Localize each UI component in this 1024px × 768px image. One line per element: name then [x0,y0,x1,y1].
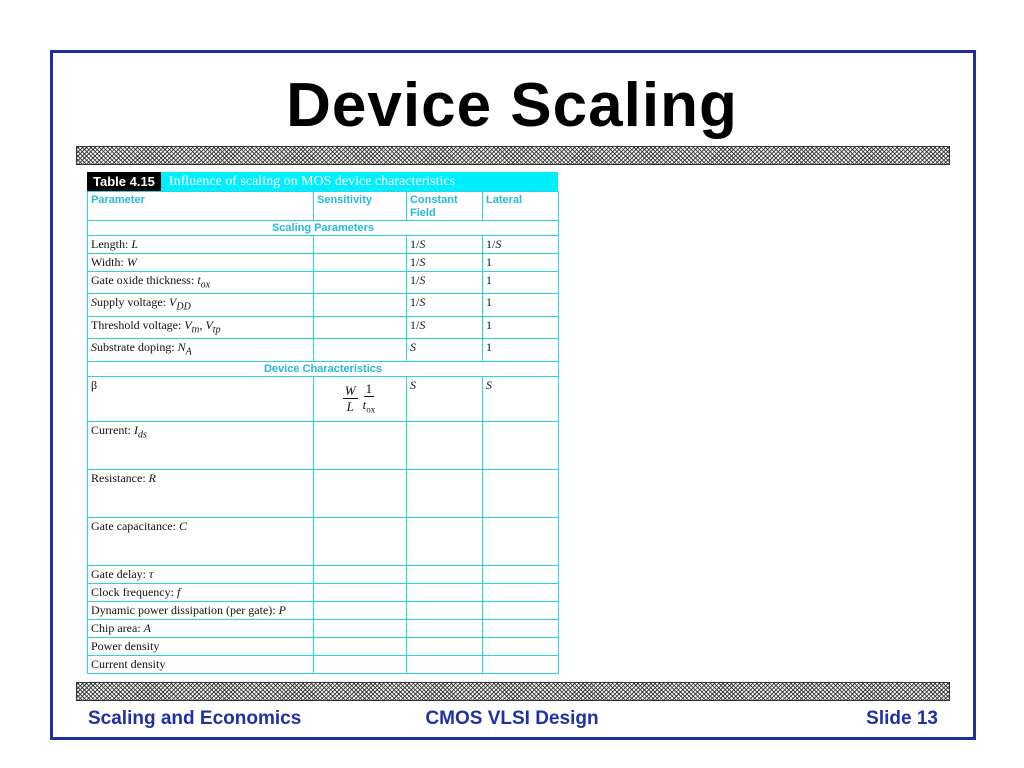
param-cell: Length: L [88,236,314,254]
table-header-row [88,192,559,221]
table-row [88,316,559,338]
header-lateral: Lateral [483,192,559,221]
constant-field-cell: 1/S [407,272,483,294]
lateral-cell: 1 [483,339,559,361]
sensitivity-cell [314,619,407,637]
table-row [88,565,559,583]
constant-field-cell: 1/S [407,316,483,338]
param-cell: Clock frequency: f [88,583,314,601]
constant-field-cell [407,565,483,583]
param-cell: Power density [88,637,314,655]
param-cell: Chip area: A [88,619,314,637]
table-caption [87,172,558,191]
lateral-cell: 1 [483,254,559,272]
param-cell: Threshold voltage: $V_{tn}$, $V_{tp}$ [88,316,314,338]
lateral-cell [483,421,559,469]
table-row [88,236,559,254]
table-row [88,421,559,469]
constant-field-cell [407,421,483,469]
lateral-cell [483,655,559,673]
lateral-cell [483,601,559,619]
param-cell: Dynamic power dissipation (per gate): P [88,601,314,619]
lateral-cell: 1 [483,294,559,316]
param-cell: Gate oxide thickness: $t_{ox}$ [88,272,314,294]
header-constant-field: Constant Field [407,192,483,221]
sensitivity-cell [314,376,407,421]
constant-field-cell: 1/S [407,254,483,272]
constant-field-cell: 1/S [407,236,483,254]
table-row [88,339,559,361]
lateral-cell: 1 [483,316,559,338]
param-cell: Substrate doping: $N_A$ [88,339,314,361]
sensitivity-cell [314,421,407,469]
table-caption-text: Influence of scaling on MOS device characteristics [168,174,456,189]
param-cell: Gate delay: τ [88,565,314,583]
footer-course: CMOS VLSI Design [425,708,599,729]
table-row [88,272,559,294]
section-row-scaling [88,221,559,236]
table-row [88,655,559,673]
sensitivity-cell [314,294,407,316]
param-cell: Width: W [88,254,314,272]
slide-title: Device Scaling [286,71,738,140]
constant-field-cell [407,637,483,655]
table-row [88,583,559,601]
header-parameter: Parameter [88,192,314,221]
sensitivity-cell [314,565,407,583]
sensitivity-cell [314,469,407,517]
beta-sensitivity-formula: W L 1 $t_{ox}$ [344,380,376,415]
constant-field-cell [407,469,483,517]
constant-field-cell [407,619,483,637]
constant-field-cell [407,517,483,565]
sensitivity-cell [314,254,407,272]
constant-field-cell [407,583,483,601]
table-row [88,254,559,272]
table-row [88,601,559,619]
sensitivity-cell [314,236,407,254]
lateral-cell: S [483,376,559,421]
header-sensitivity: Sensitivity [314,192,407,221]
table-row [88,469,559,517]
param-cell: Resistance: R [88,469,314,517]
section-scaling-parameters: Scaling Parameters [88,221,559,236]
lateral-cell [483,517,559,565]
param-cell: β [88,376,314,421]
bottom-hatch-bar [76,682,950,701]
footer-topic: Scaling and Economics [88,708,302,729]
constant-field-cell [407,655,483,673]
lateral-cell [483,583,559,601]
sensitivity-cell [314,583,407,601]
constant-field-cell: S [407,339,483,361]
section-row-device [88,361,559,376]
constant-field-cell: 1/S [407,294,483,316]
scaling-table [87,172,558,674]
table-row-beta [88,376,559,421]
table-number: Table 4.15 [87,172,161,191]
constant-field-cell: S [407,376,483,421]
section-device-characteristics: Device Characteristics [88,361,559,376]
param-cell: Supply voltage: $V_{DD}$ [88,294,314,316]
lateral-cell [483,469,559,517]
footer-slide-number: Slide 13 [866,708,938,729]
sensitivity-cell [314,272,407,294]
sensitivity-cell [314,637,407,655]
constant-field-cell [407,601,483,619]
param-cell: Current: $I_{ds}$ [88,421,314,469]
sensitivity-cell [314,601,407,619]
table-row [88,619,559,637]
sensitivity-cell [314,655,407,673]
top-hatch-bar [76,146,950,165]
lateral-cell: 1 [483,272,559,294]
table-row [88,294,559,316]
sensitivity-cell [314,517,407,565]
sensitivity-cell [314,339,407,361]
param-cell: Gate capacitance: C [88,517,314,565]
table-row [88,637,559,655]
lateral-cell [483,619,559,637]
lateral-cell [483,637,559,655]
lateral-cell [483,565,559,583]
sensitivity-cell [314,316,407,338]
param-cell: Current density [88,655,314,673]
lateral-cell: 1/S [483,236,559,254]
table-row [88,517,559,565]
